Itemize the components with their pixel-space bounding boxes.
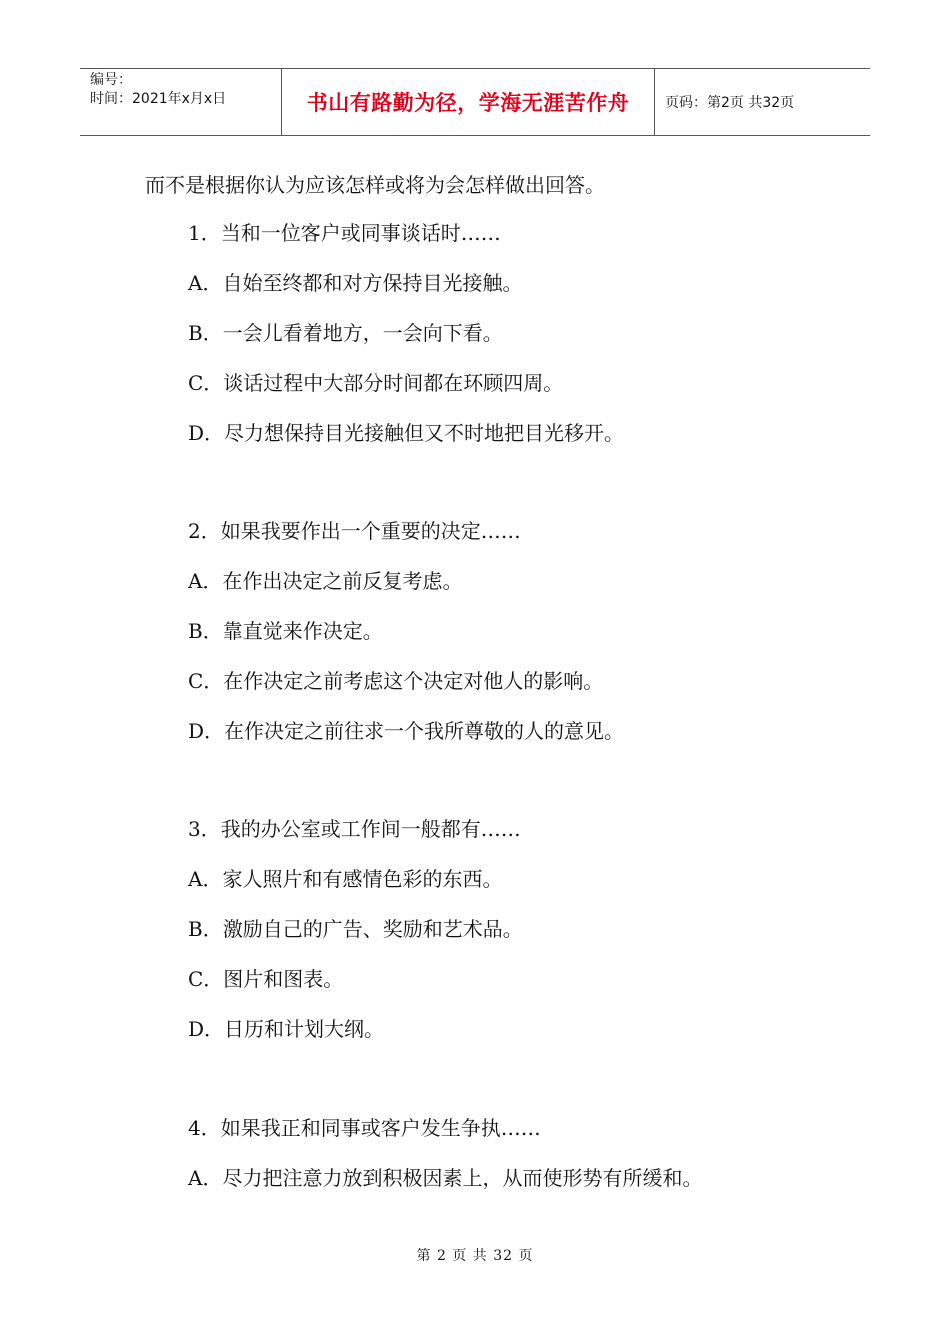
question-1-option-d: D．尽力想保持目光接触但又不时地把目光移开。: [188, 421, 625, 445]
question-3-option-b: B．激励自己的广告、奖励和艺术品。: [188, 917, 523, 941]
page-header: [80, 68, 870, 136]
header-meta-cell: [80, 69, 282, 135]
question-4-option-a: A．尽力把注意力放到积极因素上，从而使形势有所缓和。: [188, 1166, 703, 1190]
doc-date-label: 时间：2021年x月x日: [90, 91, 227, 107]
question-2-option-b: B．靠直觉来作决定。: [188, 619, 383, 643]
header-motto: 书山有路勤为径，学海无涯苦作舟: [306, 91, 630, 115]
question-4-stem: 4．如果我正和同事或客户发生争执……: [188, 1116, 541, 1140]
question-3-option-a: A．家人照片和有感情色彩的东西。: [188, 867, 503, 891]
page-footer: 第 2 页 共 32 页: [416, 1248, 534, 1264]
question-1-option-c: C．谈话过程中大部分时间都在环顾四周。: [188, 371, 564, 395]
header-page-cell: [655, 69, 870, 135]
question-2-option-a: A．在作出决定之前反复考虑。: [188, 569, 463, 593]
question-1-option-b: B．一会儿看着地方，一会向下看。: [188, 321, 503, 345]
question-2-stem: 2．如果我要作出一个重要的决定……: [188, 519, 521, 543]
question-2-option-c: C．在作决定之前考虑这个决定对他人的影响。: [188, 669, 604, 693]
header-motto-cell: [282, 69, 655, 135]
doc-number-label: 编号：: [90, 72, 132, 88]
question-1-option-a: A．自始至终都和对方保持目光接触。: [188, 271, 523, 295]
question-3-option-d: D．日历和计划大纲。: [188, 1017, 385, 1041]
question-3-option-c: C．图片和图表。: [188, 967, 344, 991]
question-3-stem: 3．我的办公室或工作间一般都有……: [188, 817, 521, 841]
header-page-info: 页码：第2页 共32页: [665, 95, 795, 111]
question-2-option-d: D．在作决定之前往求一个我所尊敬的人的意见。: [188, 719, 625, 743]
intro-text: 而不是根据你认为应该怎样或将为会怎样做出回答。: [145, 173, 605, 197]
question-1-stem: 1．当和一位客户或同事谈话时……: [188, 221, 501, 245]
